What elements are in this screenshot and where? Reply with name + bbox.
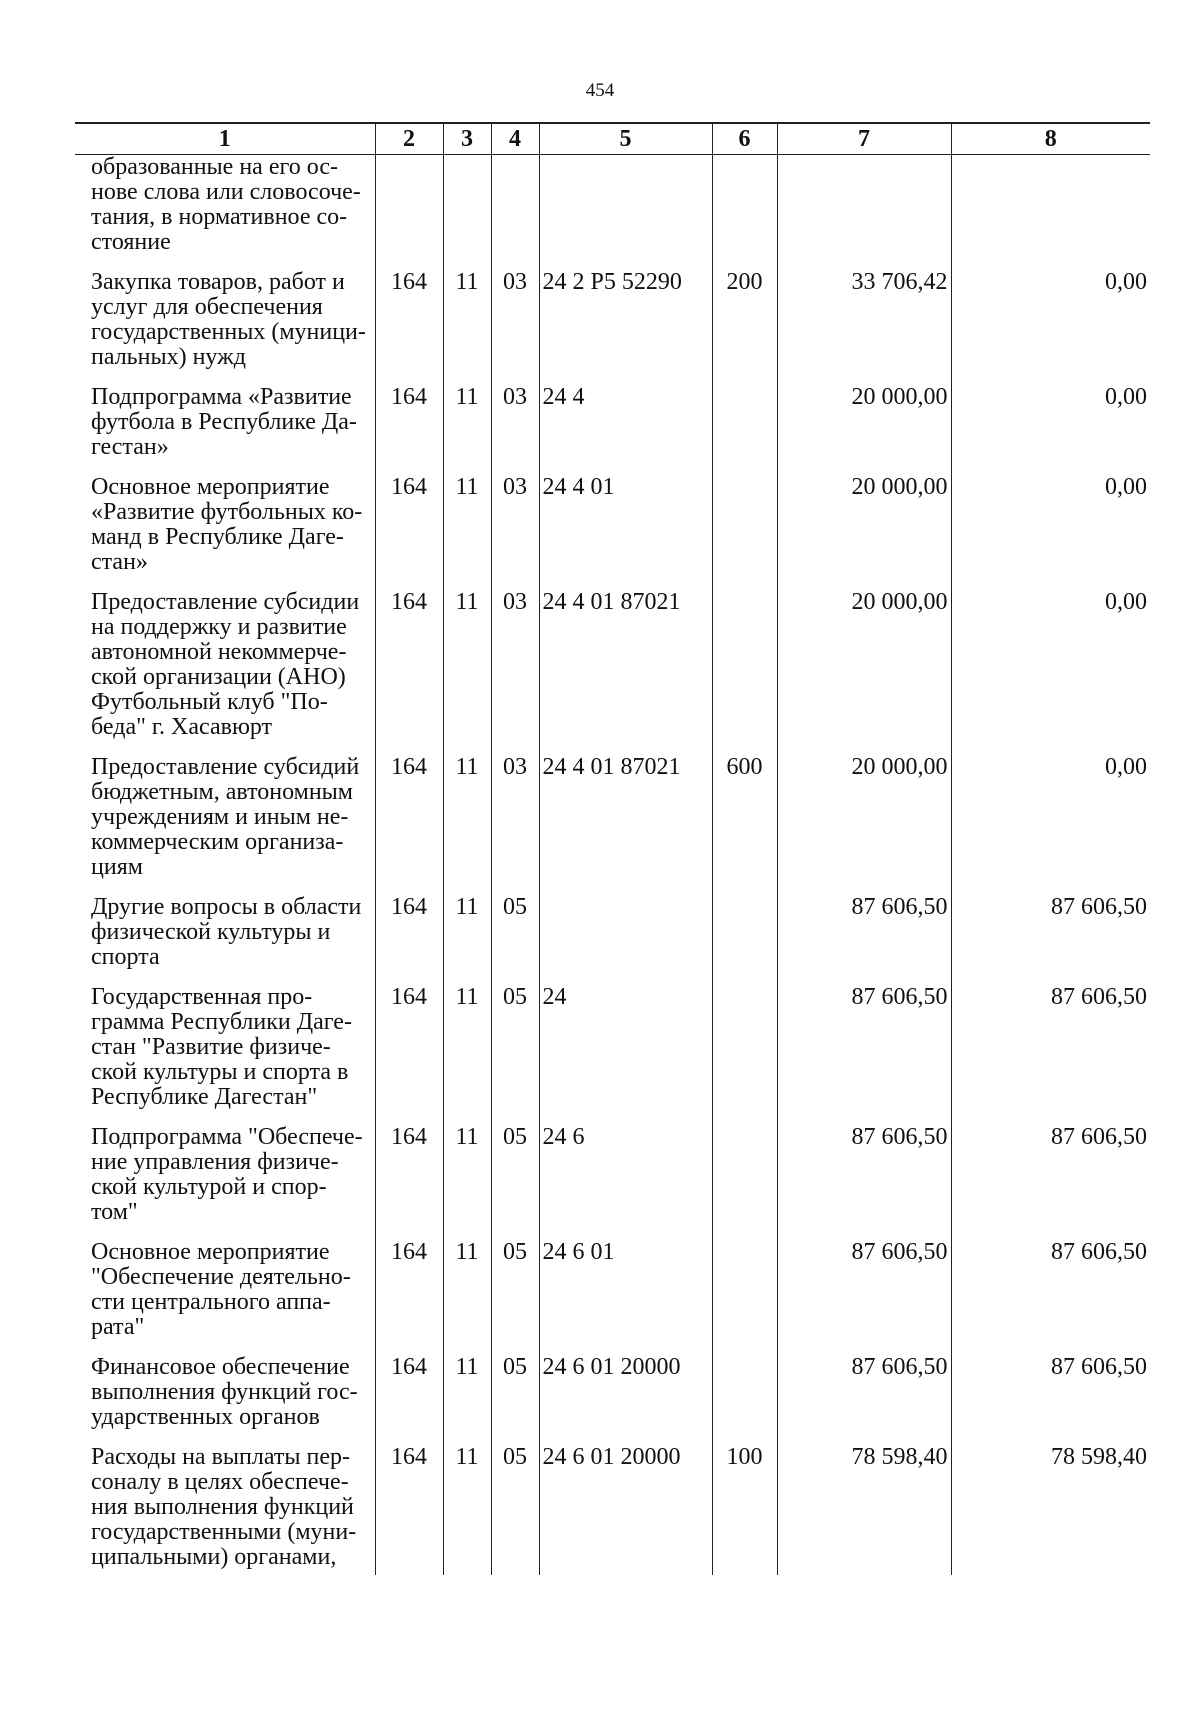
section-code: 11 — [443, 1445, 491, 1575]
table-row — [75, 755, 1150, 895]
expense-type-code: 600 — [712, 755, 777, 895]
section-code: 11 — [443, 590, 491, 755]
target-article-code: 24 4 01 87021 — [539, 755, 712, 895]
amount-col-7: 20 000,00 — [777, 385, 951, 475]
amount-col-7: 33 706,42 — [777, 270, 951, 385]
section-code: 11 — [443, 1125, 491, 1240]
expense-type-code — [712, 155, 777, 271]
column-header: 5 — [539, 123, 712, 155]
expense-type-code: 200 — [712, 270, 777, 385]
amount-col-7: 20 000,00 — [777, 475, 951, 590]
row-description: Основное мероприятие «Развитие футбольных ко-манд в Республике Даге-стан» — [75, 475, 375, 590]
section-code: 11 — [443, 270, 491, 385]
table-header-row — [75, 123, 1150, 155]
subsection-code: 03 — [491, 755, 539, 895]
amount-col-7: 20 000,00 — [777, 590, 951, 755]
expense-type-code — [712, 1240, 777, 1355]
amount-col-8: 0,00 — [951, 755, 1150, 895]
expense-type-code — [712, 1355, 777, 1445]
row-description: Закупка товаров, работ и услуг для обеспечения государственных (муници-пальных) нужд — [75, 270, 375, 385]
target-article-code — [539, 155, 712, 271]
subsection-code: 05 — [491, 1240, 539, 1355]
ministry-code: 164 — [375, 1240, 443, 1355]
row-description: Финансовое обеспечение выполнения функций гос-ударственных органов — [75, 1355, 375, 1445]
subsection-code: 03 — [491, 270, 539, 385]
table-row — [75, 590, 1150, 755]
ministry-code: 164 — [375, 1445, 443, 1575]
column-header: 4 — [491, 123, 539, 155]
target-article-code: 24 2 Р5 52290 — [539, 270, 712, 385]
ministry-code: 164 — [375, 1125, 443, 1240]
amount-col-8: 87 606,50 — [951, 1125, 1150, 1240]
table-row — [75, 155, 1150, 271]
amount-col-8: 87 606,50 — [951, 985, 1150, 1125]
target-article-code: 24 6 01 20000 — [539, 1355, 712, 1445]
section-code: 11 — [443, 475, 491, 590]
subsection-code: 05 — [491, 895, 539, 985]
target-article-code: 24 6 — [539, 1125, 712, 1240]
amount-col-8: 0,00 — [951, 590, 1150, 755]
target-article-code: 24 4 01 87021 — [539, 590, 712, 755]
section-code: 11 — [443, 755, 491, 895]
section-code: 11 — [443, 895, 491, 985]
table-row — [75, 985, 1150, 1125]
amount-col-7: 87 606,50 — [777, 1125, 951, 1240]
amount-col-8: 87 606,50 — [951, 895, 1150, 985]
expense-type-code — [712, 590, 777, 755]
ministry-code: 164 — [375, 985, 443, 1125]
target-article-code: 24 4 01 — [539, 475, 712, 590]
table-row — [75, 475, 1150, 590]
amount-col-7: 87 606,50 — [777, 985, 951, 1125]
table-row — [75, 1125, 1150, 1240]
table-row — [75, 1240, 1150, 1355]
subsection-code: 05 — [491, 1355, 539, 1445]
amount-col-8: 78 598,40 — [951, 1445, 1150, 1575]
target-article-code: 24 4 — [539, 385, 712, 475]
section-code — [443, 155, 491, 271]
budget-table — [75, 122, 1150, 1575]
ministry-code: 164 — [375, 755, 443, 895]
subsection-code: 05 — [491, 1125, 539, 1240]
amount-col-8: 87 606,50 — [951, 1240, 1150, 1355]
section-code: 11 — [443, 985, 491, 1125]
ministry-code: 164 — [375, 385, 443, 475]
table-row — [75, 895, 1150, 985]
row-description: Другие вопросы в области физической культуры и спорта — [75, 895, 375, 985]
ministry-code: 164 — [375, 1355, 443, 1445]
column-header: 2 — [375, 123, 443, 155]
row-description: Расходы на выплаты пер-соналу в целях обеспече-ния выполнения функций государственными (муни-ципальными) органами, — [75, 1445, 375, 1575]
subsection-code — [491, 155, 539, 271]
subsection-code: 05 — [491, 1445, 539, 1575]
column-header: 6 — [712, 123, 777, 155]
table-row — [75, 1445, 1150, 1575]
amount-col-8: 0,00 — [951, 270, 1150, 385]
page-number: 454 — [585, 80, 615, 101]
target-article-code: 24 — [539, 985, 712, 1125]
ministry-code: 164 — [375, 270, 443, 385]
section-code: 11 — [443, 1355, 491, 1445]
table-row — [75, 270, 1150, 385]
target-article-code: 24 6 01 — [539, 1240, 712, 1355]
row-description: образованные на его ос-нове слова или словосоче-тания, в нормативное со-стояние — [75, 155, 375, 271]
target-article-code — [539, 895, 712, 985]
amount-col-8 — [951, 155, 1150, 271]
table-row — [75, 1355, 1150, 1445]
expense-type-code — [712, 1125, 777, 1240]
expense-type-code: 100 — [712, 1445, 777, 1575]
expense-type-code — [712, 895, 777, 985]
row-description: Подпрограмма «Развитие футбола в Республике Да-гестан» — [75, 385, 375, 475]
subsection-code: 03 — [491, 590, 539, 755]
row-description: Государственная про-грамма Республики Даге-стан "Развитие физиче-ской культуры и спорта в Республике Дагестан" — [75, 985, 375, 1125]
row-description: Основное мероприятие "Обеспечение деятельно-сти центрального аппа-рата" — [75, 1240, 375, 1355]
column-header: 8 — [951, 123, 1150, 155]
section-code: 11 — [443, 385, 491, 475]
amount-col-7: 20 000,00 — [777, 755, 951, 895]
column-header: 1 — [75, 123, 375, 155]
amount-col-7: 78 598,40 — [777, 1445, 951, 1575]
ministry-code — [375, 155, 443, 271]
ministry-code: 164 — [375, 475, 443, 590]
target-article-code: 24 6 01 20000 — [539, 1445, 712, 1575]
table-row — [75, 385, 1150, 475]
column-header: 7 — [777, 123, 951, 155]
table-body — [75, 155, 1150, 1576]
amount-col-7 — [777, 155, 951, 271]
ministry-code: 164 — [375, 895, 443, 985]
subsection-code: 03 — [491, 475, 539, 590]
section-code: 11 — [443, 1240, 491, 1355]
row-description: Предоставление субсидии на поддержку и развитие автономной некоммерче-ской организации (АНО) Футбольный клуб "По-беда" г. Хасавюрт — [75, 590, 375, 755]
amount-col-7: 87 606,50 — [777, 1240, 951, 1355]
amount-col-8: 87 606,50 — [951, 1355, 1150, 1445]
amount-col-7: 87 606,50 — [777, 1355, 951, 1445]
expense-type-code — [712, 475, 777, 590]
row-description: Предоставление субсидий бюджетным, автономным учреждениям и иным не-коммерческим организа-циям — [75, 755, 375, 895]
subsection-code: 05 — [491, 985, 539, 1125]
column-header: 3 — [443, 123, 491, 155]
amount-col-7: 87 606,50 — [777, 895, 951, 985]
expense-type-code — [712, 985, 777, 1125]
amount-col-8: 0,00 — [951, 475, 1150, 590]
amount-col-8: 0,00 — [951, 385, 1150, 475]
row-description: Подпрограмма "Обеспече-ние управления физиче-ской культурой и спор-том" — [75, 1125, 375, 1240]
ministry-code: 164 — [375, 590, 443, 755]
expense-type-code — [712, 385, 777, 475]
subsection-code: 03 — [491, 385, 539, 475]
